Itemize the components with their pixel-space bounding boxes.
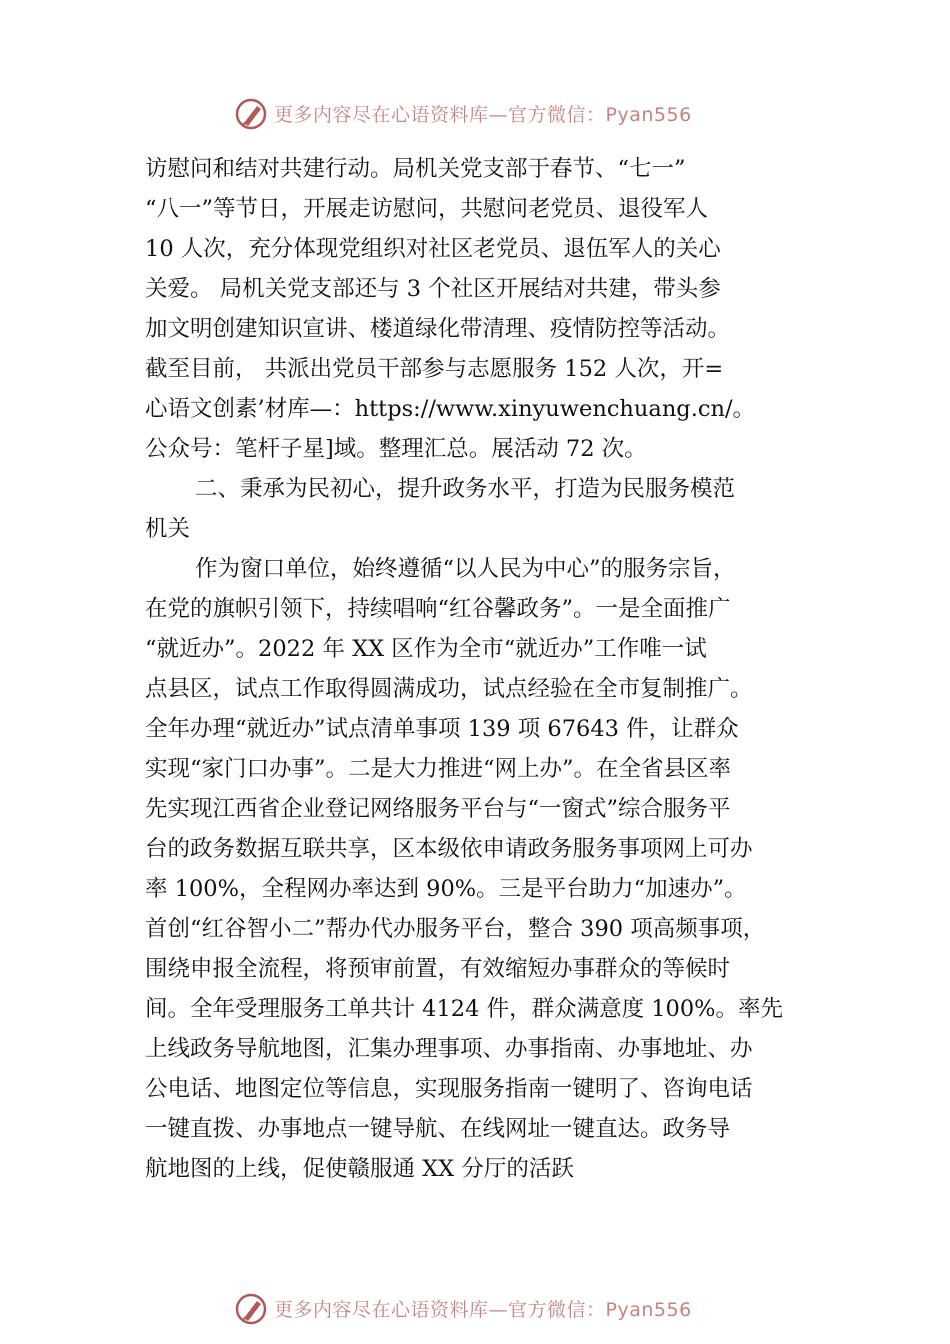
body-line: 上线政务导航地图，汇集办理事项、办事指南、办事地址、办 bbox=[145, 1036, 753, 1062]
body-line: 作为窗口单位，始终遵循“以人民为中心”的服务宗旨， bbox=[195, 556, 736, 582]
body-line: 关爱。 局机关党支部还与 3 个社区开展结对共建，带头参 bbox=[145, 276, 721, 302]
body-line: 间。全年受理服务工单共计 4124 件，群众满意度 100%。率先 bbox=[145, 996, 784, 1022]
body-line: 公电话、地图定位等信息，实现服务指南一键明了、咨询电话 bbox=[145, 1076, 753, 1102]
body-line: 航地图的上线，促使赣服通 XX 分厅的活跃 bbox=[145, 1156, 574, 1182]
body-line: 全年办理“就近办”试点清单事项 139 项 67643 件，让群众 bbox=[145, 716, 739, 742]
fountain-pen-logo-icon bbox=[233, 96, 269, 132]
body-line: 在党的旗帜引领下，持续唱响“红谷馨政务”。一是全面推广 bbox=[145, 596, 731, 622]
body-line: 10 人次，充分体现党组织对社区老党员、退伍军人的关心 bbox=[145, 236, 721, 262]
body-line: 首创“红谷智小二”帮办代办服务平台，整合 390 项高频事项， bbox=[145, 916, 766, 942]
body-line: 先实现江西省企业登记网络服务平台与“一窗式”综合服务平 bbox=[145, 796, 731, 822]
body-line: “八一”等节日，开展走访慰问，共慰问老党员、退役军人 bbox=[145, 196, 709, 222]
watermark-banner-bottom bbox=[0, 1289, 950, 1329]
body-line: 心语文创素’材库—：https://www.xinyuwenchuang.cn/。 bbox=[145, 396, 756, 422]
body-line: 公众号：笔杆子星]域。整理汇总。展活动 72 次。 bbox=[145, 436, 647, 462]
document-body bbox=[145, 149, 825, 1189]
section-heading-cont: 机关 bbox=[145, 516, 191, 542]
watermark-text bbox=[274, 1295, 692, 1322]
watermark-handle: Pyan556 bbox=[605, 104, 692, 126]
body-line: 台的政务数据互联共享，区本级依申请政务服务事项网上可办 bbox=[145, 836, 753, 862]
body-line: 围绕申报全流程，将预审前置，有效缩短办事群众的等候时 bbox=[145, 956, 731, 982]
body-line: 实现“家门口办事”。二是大力推进“网上办”。在全省县区率 bbox=[145, 756, 732, 782]
body-line: 截至目前， 共派出党员干部参与志愿服务 152 人次，开= bbox=[145, 356, 724, 382]
watermark-handle: Pyan556 bbox=[605, 1299, 692, 1321]
section-heading: 二、秉承为民初心，提升政务水平，打造为民服务模范 bbox=[195, 476, 736, 502]
fountain-pen-logo-icon bbox=[233, 1291, 269, 1327]
body-line: 率 100%，全程网办率达到 90%。三是平台助力“加速办”。 bbox=[145, 876, 747, 902]
body-line: 点县区，试点工作取得圆满成功，试点经验在全市复制推广。 bbox=[145, 676, 753, 702]
body-line: “就近办”。2022 年 XX 区作为全市“就近办”工作唯一试 bbox=[145, 636, 707, 662]
watermark-label: 更多内容尽在心语资料库—官方微信： bbox=[274, 1299, 606, 1321]
body-line: 访慰问和结对共建行动。局机关党支部于春节、“七一” bbox=[145, 156, 686, 182]
body-line: 一键直拨、办事地点一键导航、在线网址一键直达。政务导 bbox=[145, 1116, 731, 1142]
watermark-label: 更多内容尽在心语资料库—官方微信： bbox=[274, 104, 606, 126]
body-line: 加文明创建知识宣讲、楼道绿化带清理、疫情防控等活动。 bbox=[145, 316, 731, 342]
watermark-text bbox=[274, 100, 692, 127]
watermark-banner-top bbox=[0, 94, 950, 134]
